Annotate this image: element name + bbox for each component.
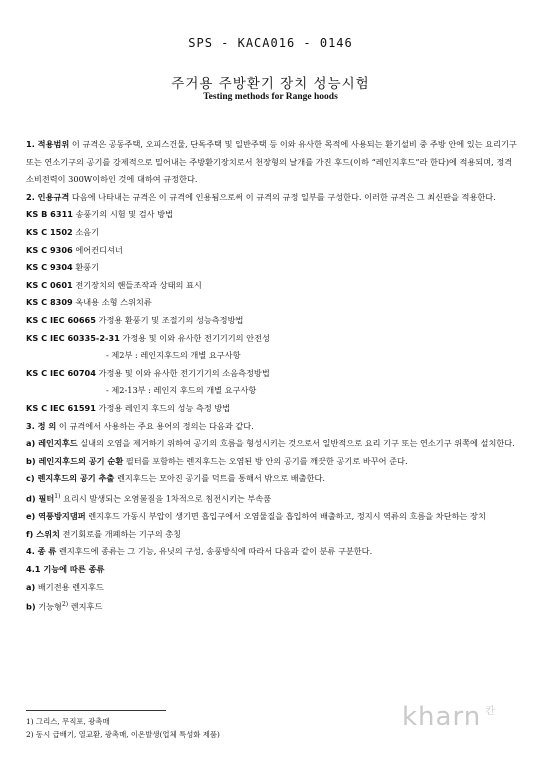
footnote: 1) 그리스, 무직포, 광촉매 (26, 717, 110, 726)
standard-name: - 제2부 : 레인지후드의 개별 요구사항 (106, 350, 241, 361)
definition-item (26, 453, 518, 471)
page-subtitle: Testing methods for Range hoods (203, 92, 338, 102)
section-label: 2. 인용규격 (26, 191, 70, 202)
standard-item (26, 206, 518, 224)
definition-text: 전기회로를 개폐하는 기구의 총칭 (59, 528, 182, 539)
section-references (26, 189, 518, 207)
definition-text: 필터를 포함하는 렌지후드는 오염된 방 안의 공기를 깨끗한 공기로 바꾸어 준다. (123, 455, 408, 466)
standard-item (26, 242, 518, 260)
standard-item (26, 277, 518, 295)
document-body (26, 136, 518, 617)
standard-name: 에어컨디셔너 (75, 244, 123, 255)
standard-code: KS C 8309 (26, 297, 73, 308)
watermark-logo (402, 702, 496, 732)
standard-code: KS C IEC 61591 (26, 402, 96, 413)
definitions-list (26, 435, 518, 543)
standard-item (26, 365, 518, 383)
standard-code: KS C IEC 60704 (26, 367, 96, 378)
section-text: 다음에 나타내는 규격은 이 규격에 인용됨으로써 이 규격의 규정 일부를 구성한다. 이러한 규격은 그 최신판을 적용한다. (69, 191, 496, 202)
standard-code: KS C 9304 (26, 262, 73, 273)
section-text: 이 규격은 공동주택, 오피스건물, 단독주택 및 일반주택 등 이와 유사한 목적에 사용되는 환기설비 중 주방 안에 있는 요리기구 또는 연소기구의 공기를 강제적으로 밀어내는 주방환기장치로서 천장형의 날개를 가진 후드(이하 “레인지후드”라 한다)에 적용되며, 정격 소비전력이 300W이하인 것에 대하여 규정한다. (26, 139, 517, 185)
definition-item (26, 435, 518, 453)
section-label: 3. 정 의 (26, 420, 57, 431)
section-text: 렌지후드에 종류는 그 기능, 유닛의 구성, 송풍방식에 따라서 다음과 같이 분류 구분한다. (56, 546, 373, 557)
definition-item (26, 526, 518, 544)
definition-term: f) 스위치 (26, 528, 60, 539)
definition-term: c) 렌지후드의 공기 추출 (26, 473, 115, 484)
standard-code: KS C 9306 (26, 244, 73, 255)
standard-code: KS C 0601 (26, 279, 73, 290)
item-label: b) (26, 601, 36, 612)
function-item (26, 579, 518, 597)
item-label: a) (26, 581, 36, 592)
section-definitions (26, 418, 518, 436)
definition-text: 요리시 발생되는 오염물질을 1차적으로 침전시키는 부속품 (60, 493, 272, 504)
footnote-ref: 2) (61, 601, 69, 609)
standard-code: KS C IEC 60665 (26, 314, 96, 325)
definition-item (26, 470, 518, 488)
standards-list (26, 206, 518, 417)
standard-code: KS B 6311 (26, 209, 73, 220)
standard-name: - 제2-13부 : 레인지 후드의 개별 요구사항 (106, 385, 257, 396)
definition-term: e) 역풍방지댐퍼 (26, 511, 86, 522)
definition-text: 렌지후드는 모아진 공기를 덕트를 통해서 밖으로 배출한다. (114, 473, 325, 484)
section-text: 이 규격에서 사용하는 주요 용어의 정의는 다음과 같다. (56, 420, 254, 431)
watermark-small: 칸 (485, 706, 496, 717)
standard-item (26, 330, 518, 348)
standard-name: 소음기 (75, 226, 100, 237)
section-label: 1. 적용범위 (26, 139, 70, 149)
section-scope (26, 136, 518, 189)
item-text: 배기전용 렌지후드 (35, 581, 104, 592)
page-title: 주거용 주방환기 장치 성능시험 (171, 76, 370, 92)
definition-item (26, 488, 518, 508)
definition-term: b) 레인지후드의 공기 순환 (26, 455, 124, 466)
document-id: SPS - KACA016 - 0146 (188, 36, 353, 50)
item-text: 기능형 (35, 601, 62, 612)
definition-term: a) 레인지후드 (26, 438, 78, 449)
footnote-ref: 1) (54, 492, 61, 500)
standard-item (26, 259, 518, 277)
subsection-heading (26, 561, 518, 579)
standard-item (26, 294, 518, 312)
standard-name: 가정용 환풍기 및 조절기의 성능측정방법 (98, 314, 244, 325)
definition-item (26, 508, 518, 526)
definition-text: 렌지후드 가동시 부압이 생기면 흡입구에서 오염물질을 흡입하여 배출하고, 정지시 역류의 흐름을 차단하는 장치 (85, 511, 486, 522)
section-label: 4. 종 류 (26, 546, 57, 557)
standard-item (26, 347, 518, 365)
standard-name: 전기장치의 핸들조작과 상태의 표시 (75, 279, 202, 290)
section-classification (26, 543, 518, 561)
standard-code: KS C IEC 60335-2-31 (26, 332, 120, 343)
standard-name: 가정용 및 이와 유사한 전기기기의 안전성 (122, 332, 270, 343)
watermark-text: kharn (402, 702, 482, 732)
standard-item (26, 400, 518, 418)
footnote-divider (26, 710, 166, 711)
standard-name: 송풍기의 시험 및 검사 방법 (75, 209, 174, 220)
function-item (26, 596, 518, 616)
standard-item (26, 382, 518, 400)
standard-name: 가정용 및 이와 유사한 전기기기의 소음측정방법 (98, 367, 270, 378)
definition-term: d) 필터 (26, 493, 55, 504)
standard-code: KS C 1502 (26, 226, 73, 237)
standard-item (26, 312, 518, 330)
standard-item (26, 224, 518, 242)
subsection-label: 4.1 기능에 따른 종류 (26, 563, 105, 574)
standard-name: 환풍기 (75, 262, 100, 273)
item-text: 렌지후드 (68, 601, 103, 612)
footnote: 2) 동시 급배기, 열교환, 광촉매, 이온발생(업체 특성화 제품) (26, 730, 220, 739)
standard-name: 가정용 레인지 후드의 성능 측정 방법 (98, 402, 231, 413)
definition-text: 실내의 오염을 제거하기 위하여 공기의 흐름을 형성시키는 것으로서 일반적으로 요리 기구 또는 연소기구 위쪽에 설치한다. (77, 438, 515, 449)
standard-name: 옥내용 소형 스위치류 (75, 297, 152, 308)
